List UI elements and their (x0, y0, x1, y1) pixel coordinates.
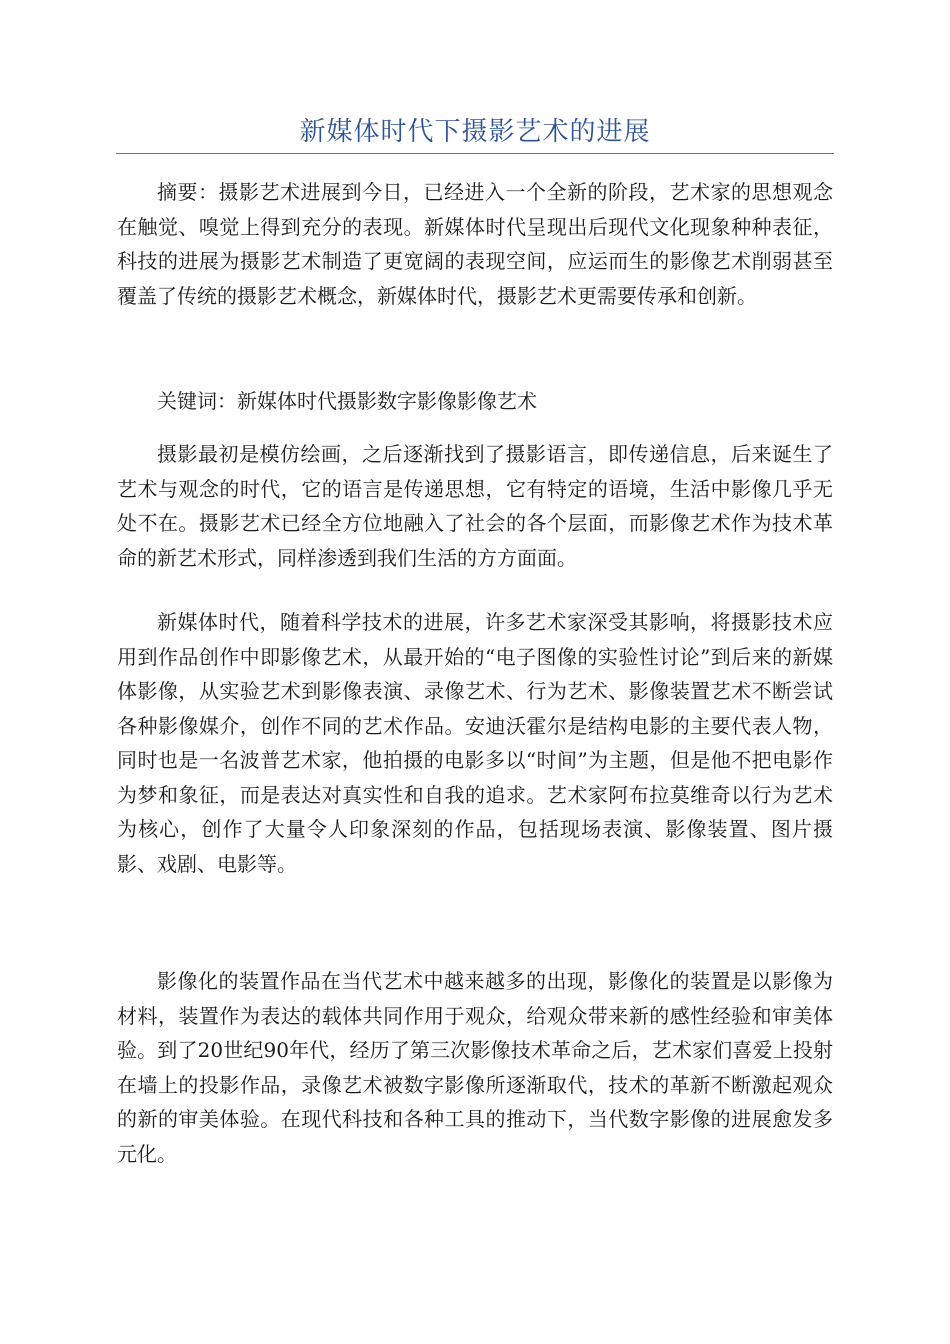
body-paragraph-2: 新媒体时代，随着科学技术的进展，许多艺术家深受其影响，将摄影技术应用到作品创作中即影像艺术，从最开始的“电子图像的实验性讨论”到后来的新媒体影像，从实验艺术到影像表演、录像艺术、行为艺术、影像装置艺术不断尝试各种影像媒介，创作不同的艺术作品。安迪沃霍尔是结构电影的主要代表人物，同时也是一名波普艺术家，他拍摄的电影多以“时间”为主题，但是他不把电影作为梦和象征，而是表达对真实性和自我的追求。艺术家阿布拉莫维奇以行为艺术为核心，创作了大量令人印象深刻的作品，包括现场表演、影像装置、图片摄影、戏剧、电影等。 (117, 610, 833, 876)
keywords-paragraph: 关键词：新媒体时代摄影数字影像影像艺术 (157, 389, 537, 413)
document-title: 新媒体时代下摄影艺术的进展 (299, 117, 651, 147)
abstract-paragraph: 摘要：摄影艺术进展到今日，已经进入一个全新的阶段，艺术家的思想观念在触觉、嗅觉上得到充分的表现。新媒体时代呈现出后现代文化现象种种表征，科技的进展为摄影艺术制造了更宽阔的表现空间，应运而生的影像艺术削弱甚至覆盖了传统的摄影艺术概念，新媒体时代，摄影艺术更需要传承和创新。 (117, 180, 833, 308)
title-underline (116, 153, 834, 154)
body-paragraph-1: 摄影最初是模仿绘画，之后逐渐找到了摄影语言，即传递信息，后来诞生了艺术与观念的时代，它的语言是传递思想，它有特定的语境，生活中影像几乎无处不在。摄影艺术已经全方位地融入了社会的各个层面，而影像艺术作为技术革命的新艺术形式，同样渗透到我们生活的方方面面。 (117, 442, 833, 570)
body-paragraph-3: 影像化的装置作品在当代艺术中越来越多的出现，影像化的装置是以影像为材料，装置作为表达的载体共同作用于观众，给观众带来新的感性经验和审美体验。到了20世纪90年代，经历了第三次影像技术革命之后，艺术家们喜爱上投射在墙上的投影作品，录像艺术被数字影像所逐渐取代，技术的革新不断激起观众的新的审美体验。在现代科技和各种工具的推动下，当代数字影像的进展愈发多元化。 (117, 969, 833, 1166)
